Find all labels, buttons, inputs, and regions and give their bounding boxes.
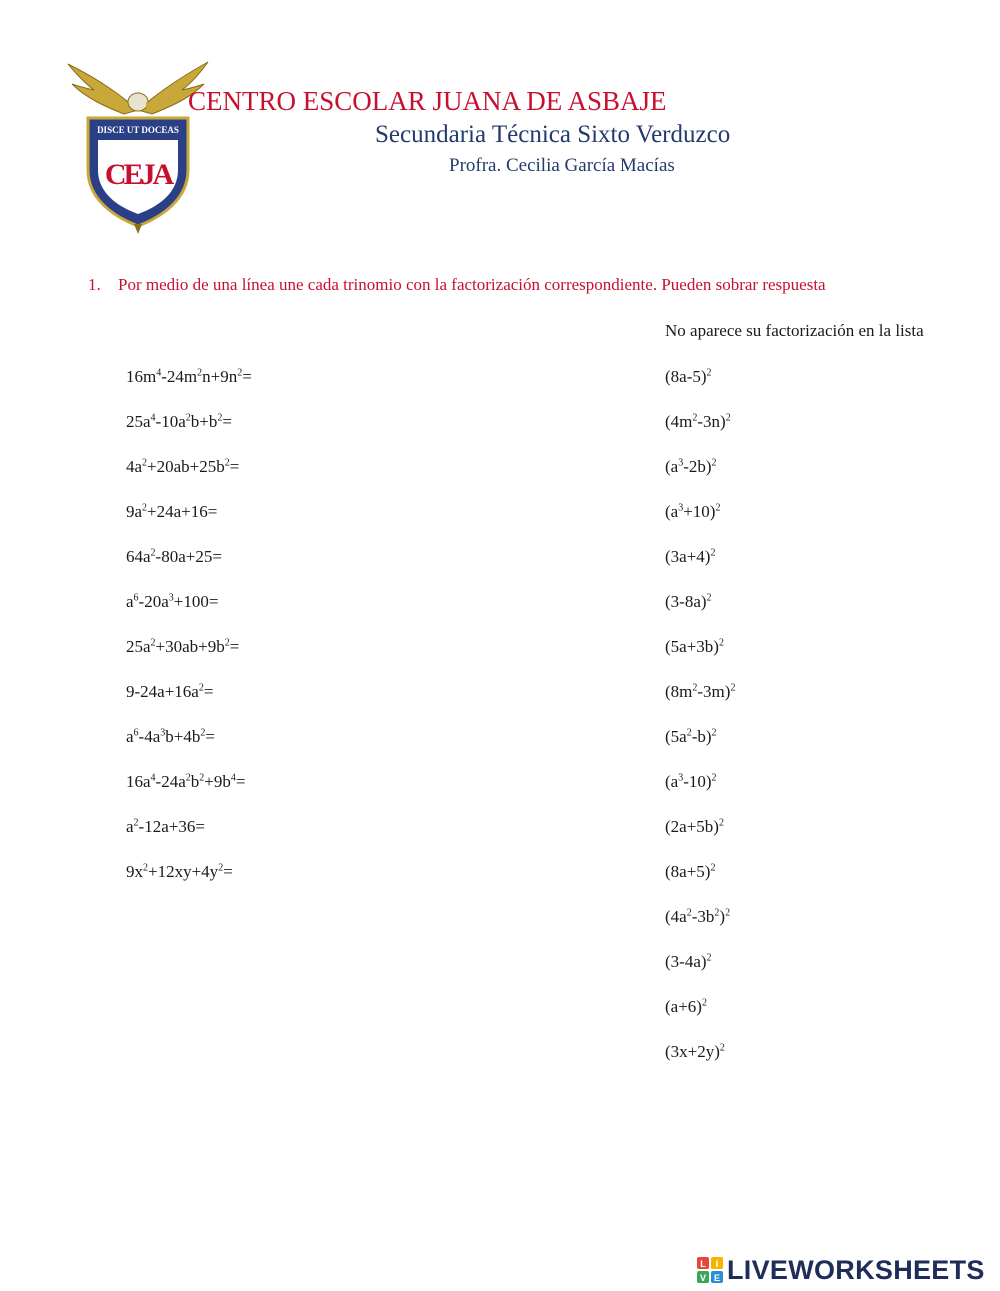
trinomial-text: $a^6-4a^3b+4b^2=$ <box>126 727 215 746</box>
factorization-text: $(5a^2-b)^2$ <box>665 727 717 746</box>
trinomial-text: $a^2-12a+36=$ <box>126 817 205 836</box>
badge-letter: L <box>700 1259 706 1269</box>
factorization-2[interactable] <box>665 412 731 432</box>
trinomial-text: $64a^2-80a+25=$ <box>126 547 222 566</box>
factorization-text: $(a^3+10)^2$ <box>665 502 721 521</box>
factorization-4[interactable] <box>665 502 720 522</box>
factorization-9[interactable] <box>665 727 717 747</box>
factorization-16[interactable] <box>665 1042 725 1062</box>
no-match-note: No aparece su factorización en la lista <box>665 321 924 340</box>
trinomial-3 <box>126 457 239 477</box>
instruction-text: Por medio de una línea une cada trinomio con la factorización correspondiente. Pueden sobrar respuesta <box>118 275 826 294</box>
badge-letter: V <box>699 1273 707 1283</box>
trinomial-6 <box>126 592 218 612</box>
factorization-13[interactable] <box>665 907 730 927</box>
factorization-text: $(5a+3b)^2$ <box>665 637 724 656</box>
factorization-text: $(8a-5)^2$ <box>665 367 712 386</box>
factorization-10[interactable] <box>665 772 717 792</box>
factorization-text: $(8a+5)^2$ <box>665 862 716 881</box>
trinomial-4 <box>126 502 217 522</box>
instruction-number: 1. <box>88 275 101 294</box>
factorization-text: $(3-4a)^2$ <box>665 952 712 971</box>
trinomial-2 <box>126 412 232 432</box>
factorization-11[interactable] <box>665 817 724 837</box>
trinomial-text: $16a^4-24a^2b^2+9b^4=$ <box>126 772 246 791</box>
crest-motto: DISCE UT DOCEAS <box>97 125 179 135</box>
trinomial-7 <box>126 637 239 657</box>
crest-initials: CEJA <box>104 158 172 191</box>
trinomial-text: $9a^2+24a+16=$ <box>126 502 218 521</box>
factorization-text: $(3-8a)^2$ <box>665 592 712 611</box>
teacher-name: Profra. Cecilia García Macías <box>449 155 675 176</box>
factorization-text: $(3x+2y)^2$ <box>665 1042 725 1061</box>
badge-letter: E <box>713 1273 721 1283</box>
factorization-14[interactable] <box>665 952 712 972</box>
trinomial-text: $16m^4-24m^2n+9n^2=$ <box>126 367 252 386</box>
factorization-text: $(8m^2-3m)^2$ <box>665 682 736 701</box>
trinomial-11 <box>126 817 205 837</box>
factorization-text: $(a^3-2b)^2$ <box>665 457 717 476</box>
factorization-7[interactable] <box>665 637 724 657</box>
trinomial-text: $a^6-20a^3+100=$ <box>126 592 219 611</box>
factorization-text: $(a^3-10)^2$ <box>665 772 717 791</box>
trinomial-text: $4a^2+20ab+25b^2=$ <box>126 457 240 476</box>
factorization-text: $(4m^2-3n)^2$ <box>665 412 731 431</box>
brand-name: LIVEWORKSHEETS <box>727 1254 985 1285</box>
trinomial-8 <box>126 682 213 702</box>
trinomial-text: $25a^4-10a^2b+b^2=$ <box>126 412 232 431</box>
instruction <box>88 275 826 295</box>
badge-letter: I <box>715 1259 719 1269</box>
factorization-text: $(3a+4)^2$ <box>665 547 716 566</box>
trinomial-10 <box>126 772 245 792</box>
school-subtitle: Secundaria Técnica Sixto Verduzco <box>375 121 731 148</box>
trinomial-12 <box>126 862 233 882</box>
factorization-8[interactable] <box>665 682 735 702</box>
factorization-3[interactable] <box>665 457 717 477</box>
trinomial-text: $25a^2+30ab+9b^2=$ <box>126 637 240 656</box>
trinomial-1 <box>126 367 252 387</box>
factorization-text: $(a+6)^2$ <box>665 997 707 1016</box>
factorization-15[interactable] <box>665 997 707 1017</box>
factorization-6[interactable] <box>665 592 712 612</box>
trinomial-text: $9x^2+12xy+4y^2=$ <box>126 862 233 881</box>
liveworksheets-badge-icon <box>697 1257 723 1283</box>
trinomial-text: $9-24a+16a^2=$ <box>126 682 214 701</box>
factorization-text: $(4a^2-3b^2)^2$ <box>665 907 731 926</box>
liveworksheets-brand <box>697 1255 985 1285</box>
school-name: CENTRO ESCOLAR JUANA DE ASBAJE <box>188 86 667 116</box>
factorization-5[interactable] <box>665 547 715 567</box>
trinomial-5 <box>126 547 222 567</box>
factorization-text: $(2a+5b)^2$ <box>665 817 724 836</box>
trinomial-9 <box>126 727 215 747</box>
factorization-1[interactable] <box>665 367 712 387</box>
factorization-12[interactable] <box>665 862 715 882</box>
